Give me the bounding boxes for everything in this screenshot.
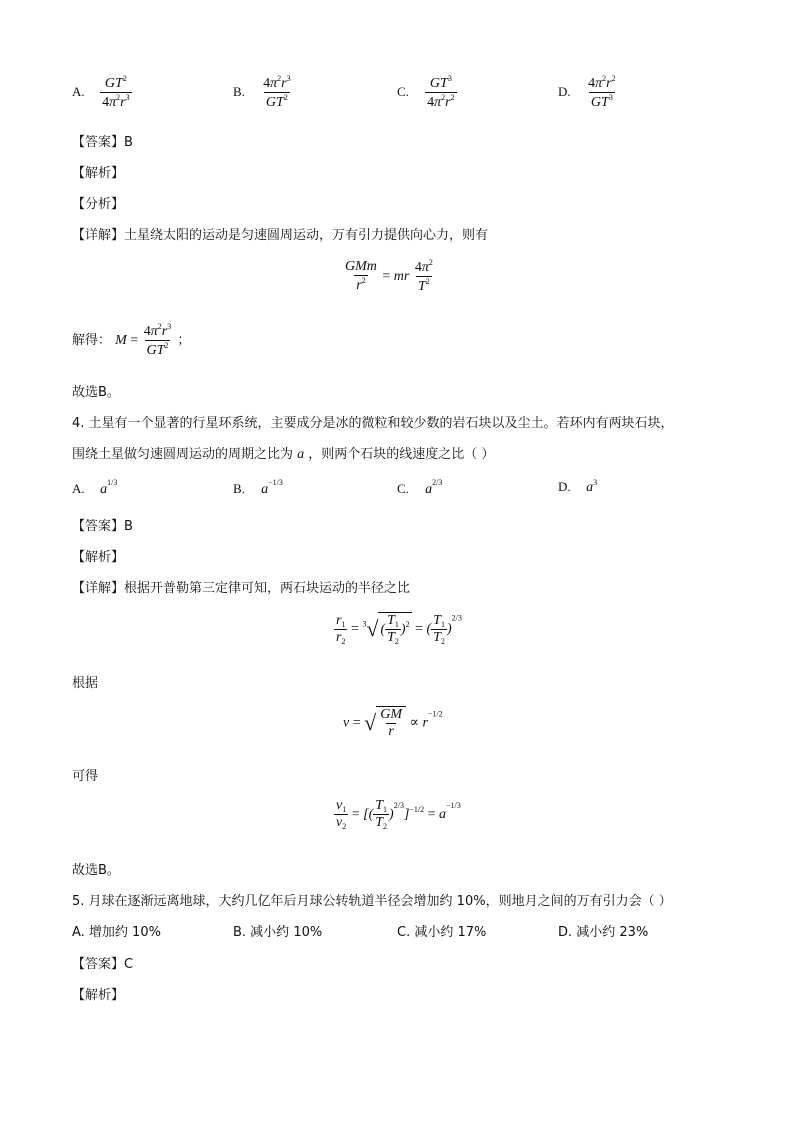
q4-choose: 故选B。: [72, 863, 120, 878]
math-formula: $a^{1/3}$: [100, 478, 118, 497]
q3-detail: 【详解】土星绕太阳的运动是匀速圆周运动，万有引力提供向心力，则有: [72, 228, 489, 243]
math-formula: $\frac{4\pi^2r^3}{GT^2}$: [263, 74, 291, 111]
option-label: D.: [558, 84, 571, 100]
q4-option-b: [233, 478, 283, 498]
formula-radius-ratio: $\frac{r_1}{r_2}$ = $^3$√ ( $\frac{T_1}{T_2}$ )$^2$ = ( $\frac{T_1}{T_2}$ )$^{2/3}$: [336, 612, 462, 647]
q4-stem-line2: [72, 443, 494, 463]
q4-stem-line1: 4. 土星有一个显著的行星环系统，主要成分是冰的微粒和较少数的岩石块以及尘土。若环内有两块石块，: [72, 416, 674, 431]
option-label: A.: [72, 481, 85, 496]
math-formula: $a^{2/3}$: [425, 478, 443, 497]
q3-solve: [72, 322, 190, 359]
formula-gravity-centripetal: $\frac{\text{GMm}}{r^2}$ = mr $\frac{4\pi^2}{T^2}$: [345, 258, 433, 295]
q3-answer: 【答案】B: [72, 135, 133, 150]
math-formula: $\frac{GT^2}{4\pi^2r^3}$: [102, 74, 130, 111]
option-label: A.: [72, 84, 85, 100]
q3-option-c: [397, 74, 457, 111]
q5-answer: 【答案】C: [72, 957, 134, 972]
q3-option-d: [558, 74, 618, 111]
math-formula: M = $\frac{4\pi^2r^3}{GT^2}$: [115, 322, 172, 359]
solve-prefix: 解得：: [72, 332, 112, 348]
math-formula: $a^3$: [586, 478, 598, 495]
q5-option-a: A. 增加约 10%: [72, 925, 161, 940]
q3-option-a: [72, 74, 132, 111]
q4-answer: 【答案】B: [72, 519, 133, 534]
q4-jiexi: 【解析】: [72, 550, 125, 565]
q4-genju: 根据: [72, 676, 99, 691]
math-formula: $\frac{4\pi^2r^2}{GT^3}$: [588, 74, 616, 111]
q3-jiexi: 【解析】: [72, 166, 125, 181]
q4-option-c: [397, 478, 442, 498]
option-label: D.: [558, 479, 571, 494]
q5-option-b: B. 减小约 10%: [233, 925, 323, 940]
stem-var: a: [297, 447, 305, 462]
formula-velocity: v = √ $\frac{GM}{r}$ ∝ $r^{-1/2}$: [343, 707, 443, 740]
option-label: B.: [233, 84, 245, 100]
stem-pre: 围绕土星做匀速圆周运动的周期之比为: [72, 447, 294, 462]
math-formula: $\frac{GT^3}{4\pi^2r^2}$: [427, 74, 455, 111]
math-formula: $a^{-1/3}$: [261, 478, 283, 497]
q5-stem: 5. 月球在逐渐远离地球，大约几亿年后月球公转轨道半径会增加约 10%，则地月之间的万有引力会（ ）: [72, 894, 672, 909]
formula-velocity-ratio: $\frac{v_1}{v_2}$ = [( $\frac{T_1}{T_2}$ )$^{2/3}]^{-1/2} = a^{-1/3}$: [336, 798, 461, 832]
option-label: C.: [397, 481, 409, 496]
q3-fenxi: 【分析】: [72, 197, 125, 212]
stem-post: ，则两个石块的线速度之比（ ）: [308, 447, 495, 462]
option-label: B.: [233, 481, 245, 496]
option-label: C.: [397, 84, 409, 100]
q5-jiexi: 【解析】: [72, 988, 125, 1003]
q4-detail: 【详解】根据开普勒第三定律可知，两石块运动的半径之比: [72, 581, 411, 596]
q3-choose: 故选B。: [72, 385, 120, 400]
q4-kede: 可得: [72, 769, 99, 784]
solve-suffix: ；: [177, 332, 191, 348]
q3-option-b: [233, 74, 293, 111]
q4-option-a: [72, 478, 117, 498]
q5-option-c: C. 减小约 17%: [397, 925, 487, 940]
q5-option-d: D. 减小约 23%: [558, 925, 649, 940]
q4-option-d: [558, 478, 597, 496]
